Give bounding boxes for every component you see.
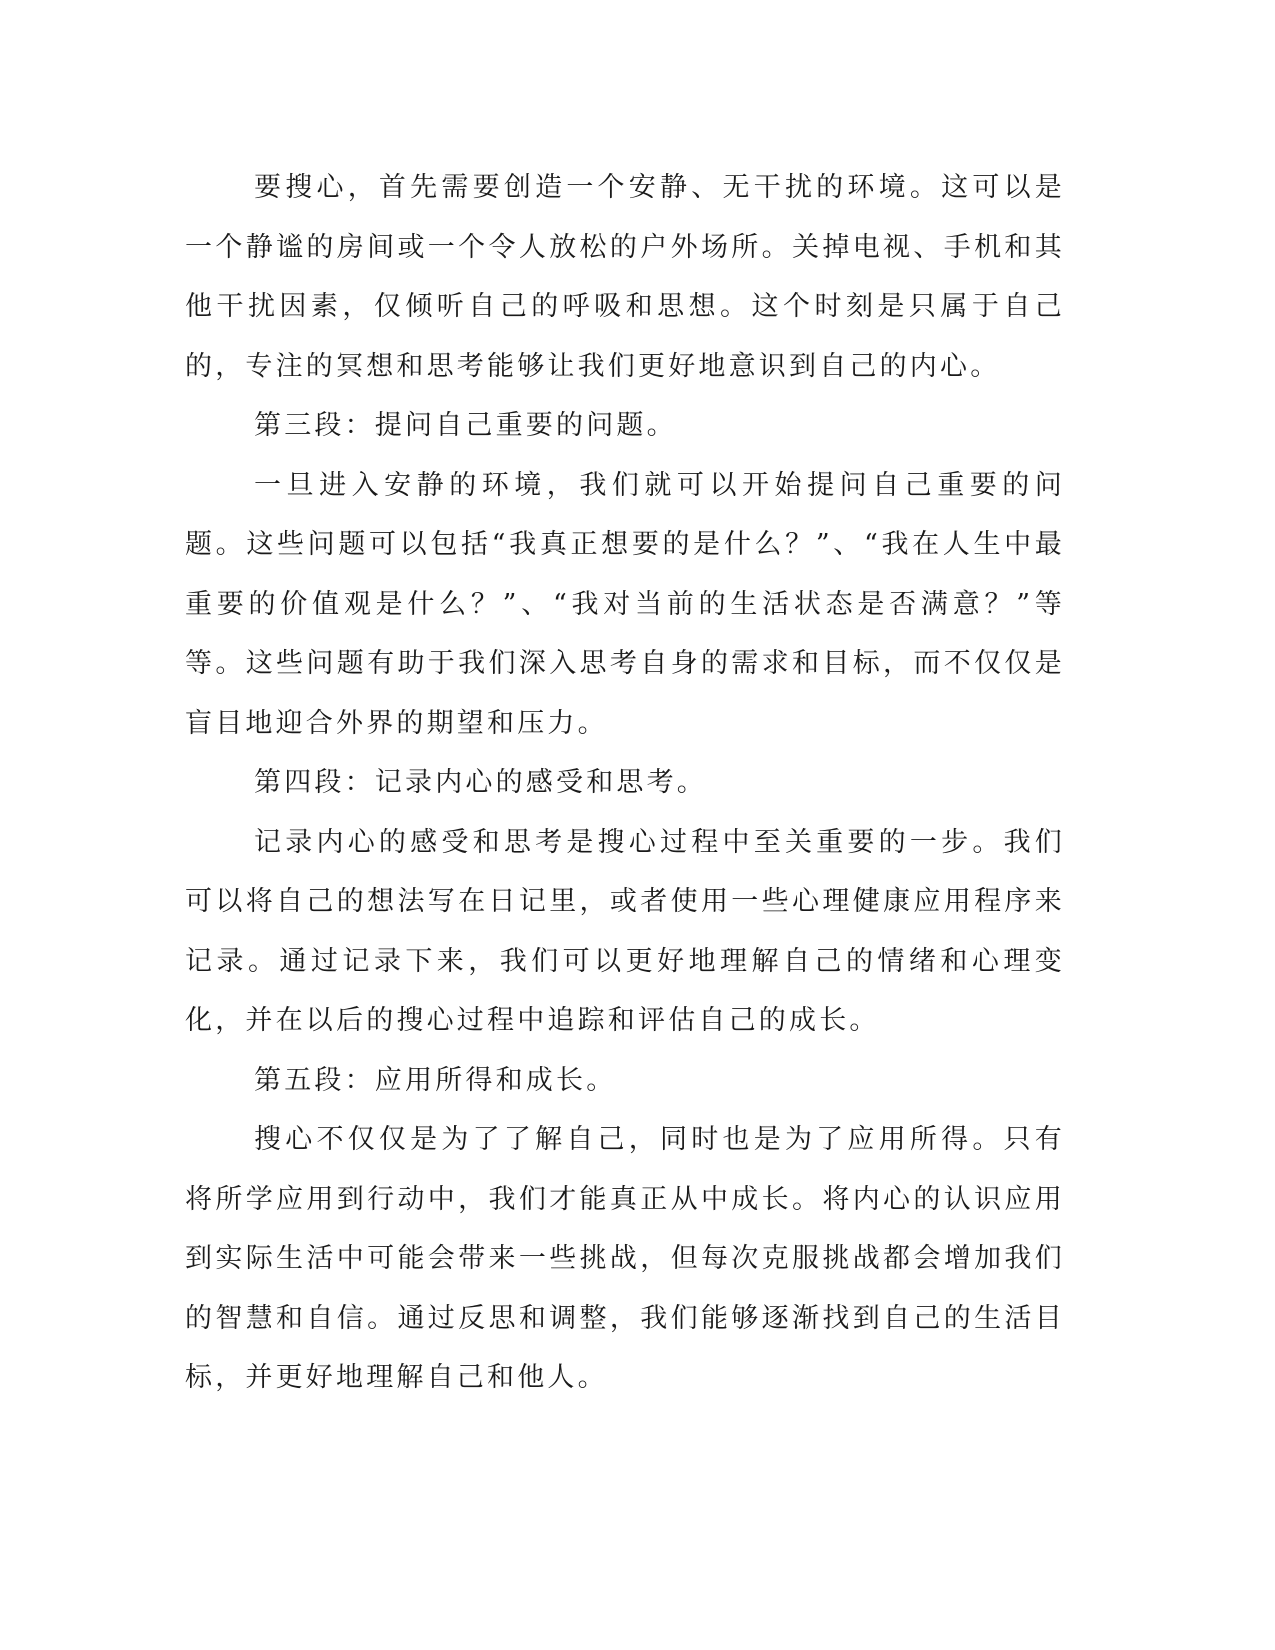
paragraph-recording: 记录内心的感受和思考是搜心过程中至关重要的一步。我们可以将自己的想法写在日记里，或者使用一些心理健康应用程序来记录。通过记录下来，我们可以更好地理解自己的情绪和心理变化，并在以后的搜心过程中追踪和评估自己的成长。 — [185, 826, 1065, 1036]
paragraph-intro-environment: 要搜心，首先需要创造一个安静、无干扰的环境。这可以是一个静谧的房间或一个令人放松的户外场所。关掉电视、手机和其他干扰因素，仅倾听自己的呼吸和思想。这个时刻是只属于自己的，专注的冥想和思考能够让我们更好地意识到自己的内心。 — [185, 172, 1065, 382]
section-heading-4: 第四段：记录内心的感受和思考。 — [254, 767, 707, 798]
paragraph-questions: 一旦进入安静的环境，我们就可以开始提问自己重要的问题。这些问题可以包括“我真正想要的是什么？”、“我在人生中最重要的价值观是什么？”、“我对当前的生活状态是否满意？”等等。这些问题有助于我们深入思考自身的需求和目标，而不仅仅是盲目地迎合外界的期望和压力。 — [185, 469, 1065, 739]
paragraph-apply-growth: 搜心不仅仅是为了了解自己，同时也是为了应用所得。只有将所学应用到行动中，我们才能真正从中成长。将内心的认识应用到实际生活中可能会带来一些挑战，但每次克服挑战都会增加我们的智慧和自信。通过反思和调整，我们能够逐渐找到自己的生活目标，并更好地理解自己和他人。 — [185, 1124, 1065, 1393]
section-heading-3: 第三段：提问自己重要的问题。 — [254, 410, 677, 441]
section-heading-5: 第五段：应用所得和成长。 — [254, 1064, 617, 1096]
document-body — [185, 158, 1065, 1408]
